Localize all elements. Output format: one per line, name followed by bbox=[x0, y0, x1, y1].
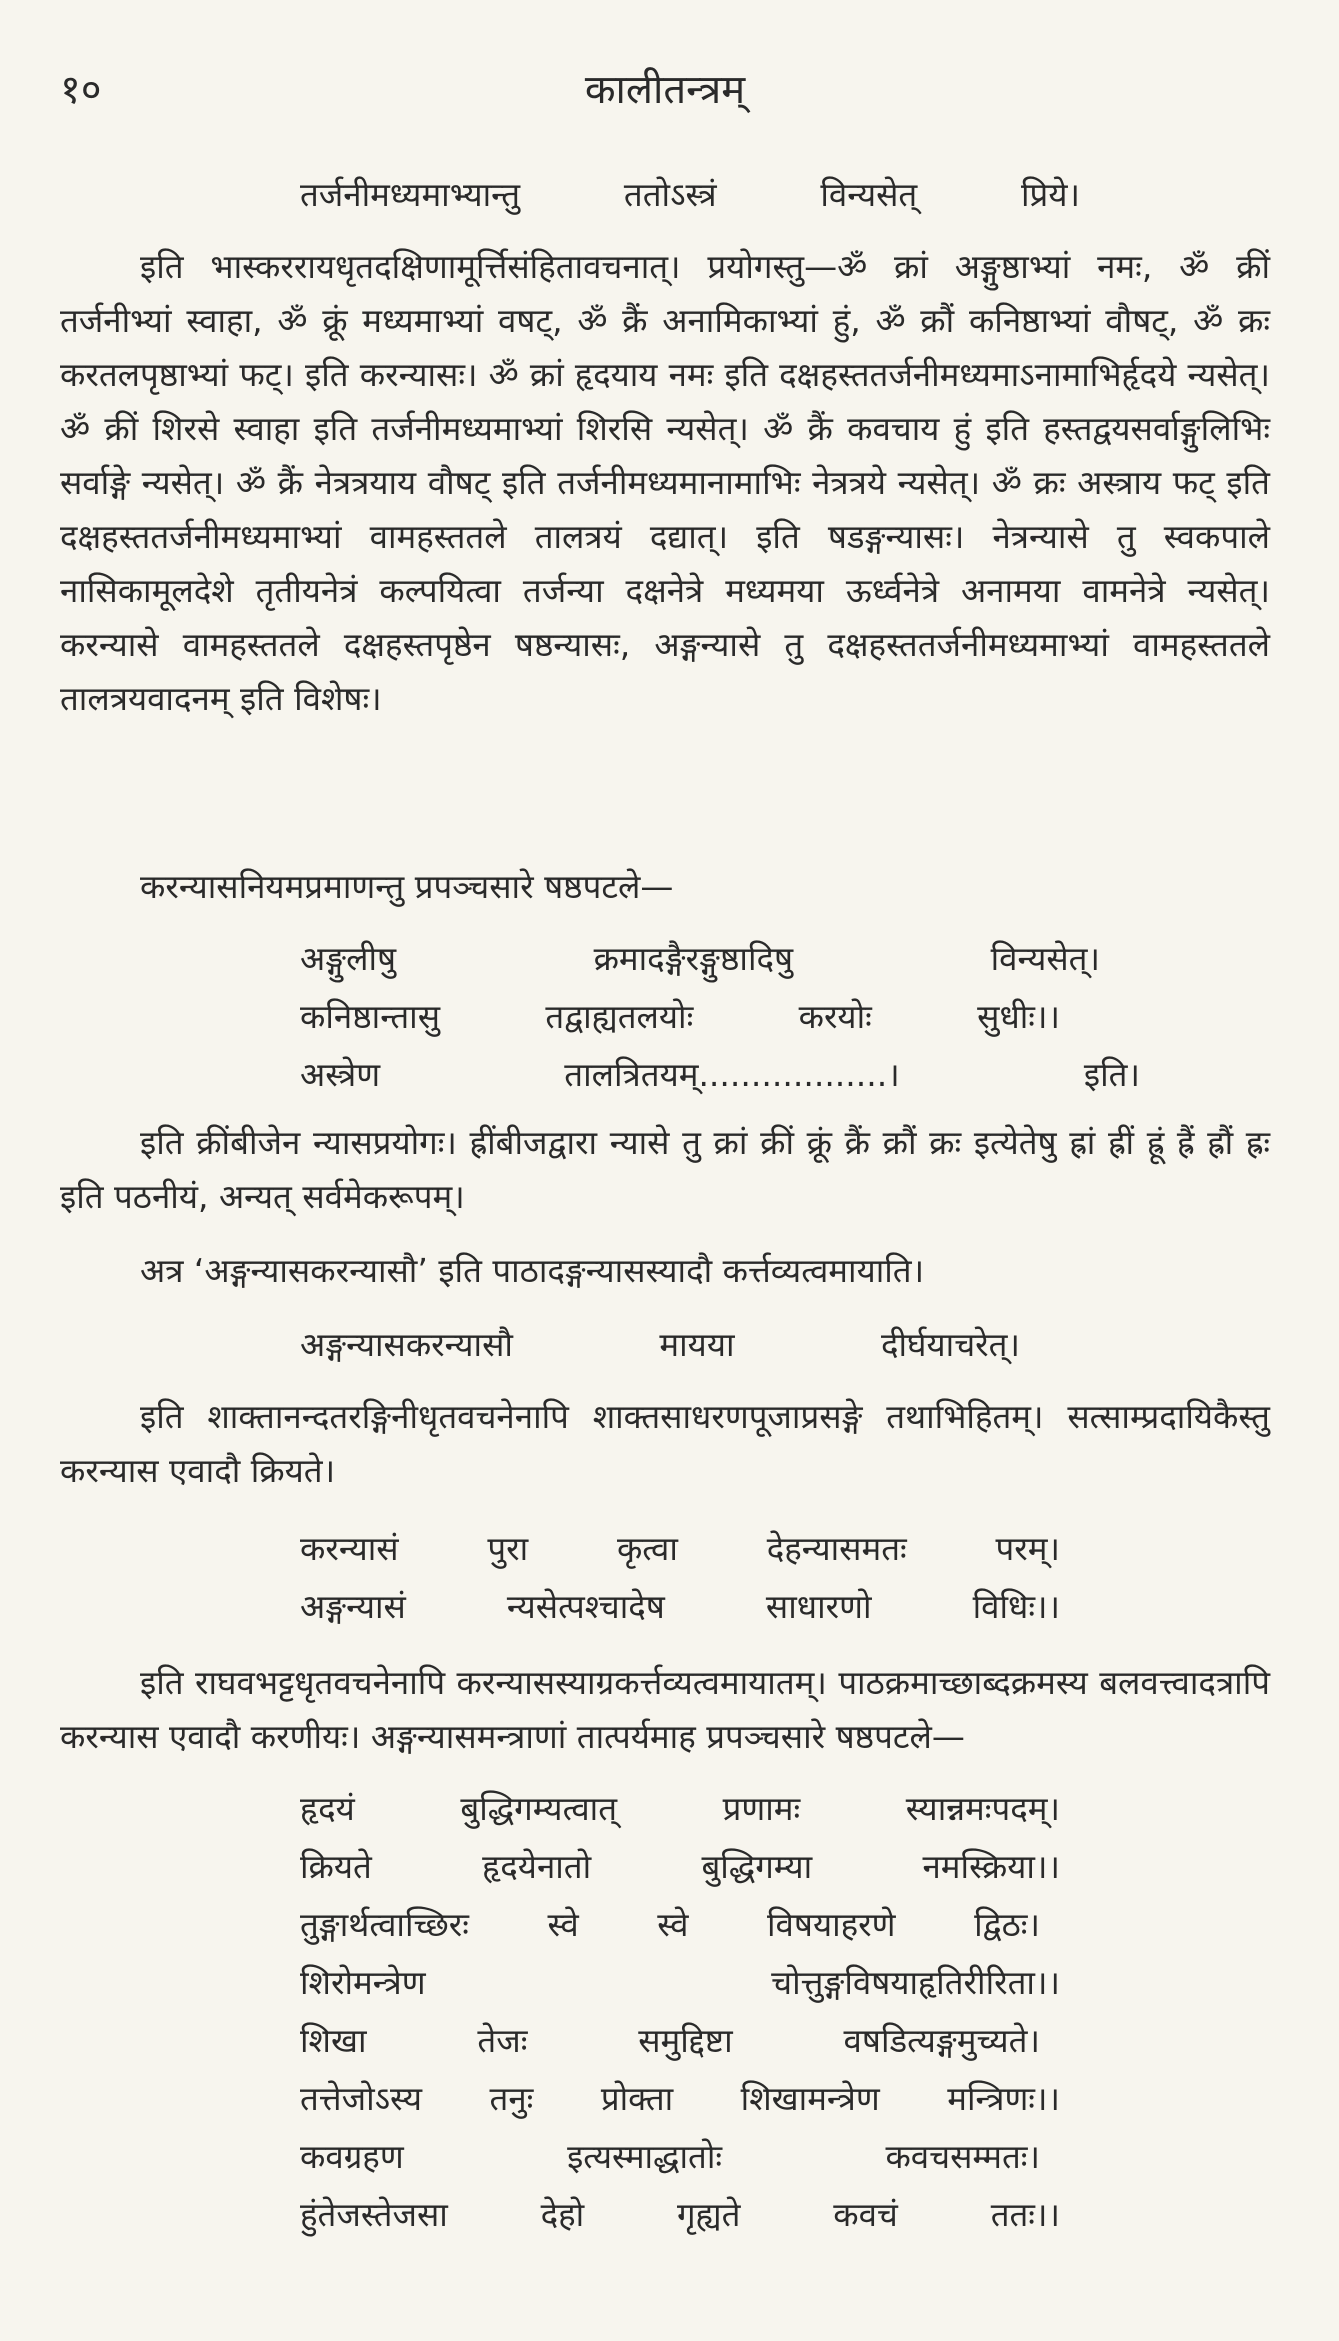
verse-word: विन्यसेत्। bbox=[990, 939, 1100, 978]
verse-word: क्रियते bbox=[300, 1847, 372, 1886]
verse-word: क्रमादङ्गैरङ्गुष्ठादिषु bbox=[593, 939, 794, 978]
verse-word: शिरोमन्त्रेण bbox=[300, 1963, 426, 2002]
verse-word: स्यान्नमःपदम्। bbox=[905, 1789, 1060, 1828]
verse-word: अङ्गन्यासकरन्यासौ bbox=[300, 1325, 513, 1364]
verse-word: कवचसम्मतः। bbox=[885, 2137, 1040, 2176]
verse-word: मन्त्रिणः।। bbox=[947, 2079, 1060, 2118]
verse-word: इत्यस्माद्धातोः bbox=[567, 2137, 723, 2176]
verse-word: स्वे bbox=[547, 1905, 579, 1944]
verse-word: इति। bbox=[1083, 1055, 1140, 1094]
paragraph-prapanchasara-intro: करन्यासनियमप्रमाणन्तु प्रपञ्चसारे षष्ठपटले— bbox=[140, 867, 674, 906]
verse-line bbox=[300, 932, 1100, 986]
verse-line bbox=[300, 990, 1060, 1044]
verse-word: चोत्तुङ्गविषयाहृतिरीरिता।। bbox=[771, 1963, 1060, 2002]
verse-line bbox=[300, 2014, 1040, 2068]
verse-word: शिखामन्त्रेण bbox=[740, 2079, 880, 2118]
verse-word: ततोऽस्त्रं bbox=[623, 175, 717, 214]
verse-word: तेजः bbox=[477, 2021, 528, 2060]
verse-line bbox=[300, 2188, 1060, 2242]
verse-word: बुद्धिगम्यत्वात् bbox=[460, 1789, 618, 1828]
verse-line bbox=[300, 2072, 1060, 2126]
verse-line bbox=[300, 1522, 1060, 1576]
verse-word: हुंतेजस्तेजसा bbox=[300, 2195, 448, 2234]
verse-word: न्यसेत्पश्चादेष bbox=[506, 1587, 665, 1626]
verse-word: कनिष्ठान्तासु bbox=[300, 997, 441, 1036]
verse-word: परम्। bbox=[995, 1529, 1060, 1568]
verse-word: दीर्घयाचरेत्। bbox=[880, 1325, 1020, 1364]
verse-word: द्विठः। bbox=[974, 1905, 1040, 1944]
page-header bbox=[60, 60, 1270, 120]
verse-word: अङ्गन्यासं bbox=[300, 1587, 406, 1626]
verse-line bbox=[300, 2130, 1040, 2184]
verse-word: अङ्गुलीषु bbox=[300, 939, 397, 978]
verse-word: तालत्रितयम्..................। bbox=[564, 1055, 900, 1094]
verse-line bbox=[300, 1580, 1060, 1634]
verse-word: कवग्रहण bbox=[300, 2137, 404, 2176]
verse-word: सुधीः।। bbox=[977, 997, 1060, 1036]
verse-word: विषयाहरणे bbox=[766, 1905, 896, 1944]
verse-word: देहन्यासमतः bbox=[766, 1529, 907, 1568]
verse-line bbox=[300, 1048, 1140, 1102]
verse-word: शिखा bbox=[300, 2021, 367, 2060]
paragraph-shaktananda: इति शाक्तानन्दतरङ्गिनीधृतवचनेनापि शाक्तसाधरणपूजाप्रसङ्गे तथाभिहितम्। सत्साम्प्रदायिकैस्तु करन्यास एवादौ क्रियते। bbox=[60, 1397, 1270, 1490]
verse-word: ततः।। bbox=[990, 2195, 1060, 2234]
verse-word: तत्तेजोऽस्य bbox=[300, 2079, 423, 2118]
verse-word: कृत्वा bbox=[616, 1529, 678, 1568]
verse-word: साधारणो bbox=[765, 1587, 872, 1626]
verse-line bbox=[300, 1898, 1040, 1952]
paragraph-anganyasa-order: अत्र ‘अङ्गन्यासकरन्यासौ’ इति पाठादङ्गन्यासस्यादौ कर्त्तव्यत्वमायाति। bbox=[140, 1251, 925, 1290]
verse-word: तनुः bbox=[489, 2079, 534, 2118]
opening-verse-line bbox=[300, 168, 1080, 222]
paragraph-raghavabhatta: इति राघवभट्टधृतवचनेनापि करन्यासस्याग्रकर्त्तव्यत्वमायातम्। पाठक्रमाच्छाब्दक्रमस्य बलवत्त्वादत्रापि करन्यास एवादौ करणीयः। अङ्गन्यासमन्त्राणां तात्पर्यमाह प्रपञ्चसारे षष्ठपटले— bbox=[60, 1663, 1270, 1756]
verse-word: वषडित्यङ्गमुच्यते। bbox=[843, 2021, 1040, 2060]
verse-line bbox=[300, 1318, 1020, 1372]
verse-word: गृह्यते bbox=[677, 2195, 741, 2234]
verse-word: समुद्दिष्टा bbox=[638, 2021, 733, 2060]
verse-word: बुद्धिगम्या bbox=[701, 1847, 813, 1886]
verse-word: देहो bbox=[540, 2195, 585, 2234]
verse-word: तुङ्गार्थत्वाच्छिरः bbox=[300, 1905, 469, 1944]
verse-line bbox=[300, 1782, 1060, 1836]
verse-word: प्रिये। bbox=[1021, 175, 1080, 214]
running-title: कालीतन्त्रम् bbox=[584, 67, 746, 113]
paragraph-kreem-bija: इति क्रींबीजेन न्यासप्रयोगः। ह्रींबीजद्वारा न्यासे तु क्रां क्रीं क्रूं क्रैं क्रौं क्रः इत्येतेषु ह्रां ह्रीं ह्रूं ह्रैं ह्रौं ह्रः इति पठनीयं, अन्यत् सर्वमेकरूपम्। bbox=[60, 1123, 1270, 1216]
verse-word: मायया bbox=[659, 1325, 735, 1364]
verse-word: अस्त्रेण bbox=[300, 1055, 381, 1094]
verse-word: स्वे bbox=[657, 1905, 689, 1944]
page-number: १० bbox=[60, 67, 102, 113]
verse-line bbox=[300, 1956, 1060, 2010]
verse-word: तर्जनीमध्यमाभ्यान्तु bbox=[300, 175, 521, 214]
verse-word: विधिः।। bbox=[972, 1587, 1060, 1626]
verse-word: करन्यासं bbox=[300, 1529, 399, 1568]
verse-word: नमस्क्रिया।। bbox=[922, 1847, 1060, 1886]
verse-word: प्रोक्ता bbox=[600, 2079, 674, 2118]
verse-word: पुरा bbox=[487, 1529, 529, 1568]
verse-word: प्रणामः bbox=[722, 1789, 801, 1828]
verse-word: तद्वाह्यतलयोः bbox=[545, 997, 694, 1036]
verse-word: करयोः bbox=[798, 997, 872, 1036]
paragraph-nyasa-procedure: इति भास्कररायधृतदक्षिणामूर्त्तिसंहितावचनात्। प्रयोगस्तु—ॐ क्रां अङ्गुष्ठाभ्यां नमः, ॐ क्रीं तर्जनीभ्यां स्वाहा, ॐ क्रूं मध्यमाभ्यां वषट्, ॐ क्रैं अनामिकाभ्यां हुं, ॐ क्रौं कनिष्ठाभ्यां वौषट्, ॐ क्रः करतलपृष्ठाभ्यां फट्। इति करन्यासः। ॐ क्रां हृदयाय नमः इति दक्षहस्ततर्जनीमध्यमाऽनामाभिर्हृदये न्यसेत्। ॐ क्रीं शिरसे स्वाहा इति तर्जनीमध्यमाभ्यां शिरसि न्यसेत्। ॐ क्रैं कवचाय हुं इति हस्तद्वयसर्वाङ्गुलिभिः सर्वाङ्गे न्यसेत्। ॐ क्रैं नेत्रत्रयाय वौषट् इति तर्जनीमध्यमानामाभिः नेत्रत्रये न्यसेत्। ॐ क्रः अस्त्राय फट् इति दक्षहस्ततर्जनीमध्यमाभ्यां वामहस्ततले तालत्रयं दद्यात्। इति षडङ्गन्यासः। नेत्रन्यासे तु स्वकपाले नासिकामूलदेशे तृतीयनेत्रं कल्पयित्वा तर्जन्या दक्षनेत्रे मध्यमया ऊर्ध्वनेत्रे अनामया वामनेत्रे न्यसेत्। करन्यासे वामहस्ततले दक्षहस्तपृष्ठेन षष्ठन्यासः, अङ्गन्यासे तु दक्षहस्ततर्जनीमध्यमाभ्यां वामहस्ततले तालत्रयवादनम् इति विशेषः। bbox=[60, 247, 1270, 718]
verse-line bbox=[300, 1840, 1060, 1894]
verse-word: हृदयं bbox=[300, 1789, 355, 1828]
verse-word: कवचं bbox=[833, 2195, 898, 2234]
verse-word: विन्यसेत् bbox=[820, 175, 918, 214]
verse-word: हृदयेनातो bbox=[482, 1847, 592, 1886]
